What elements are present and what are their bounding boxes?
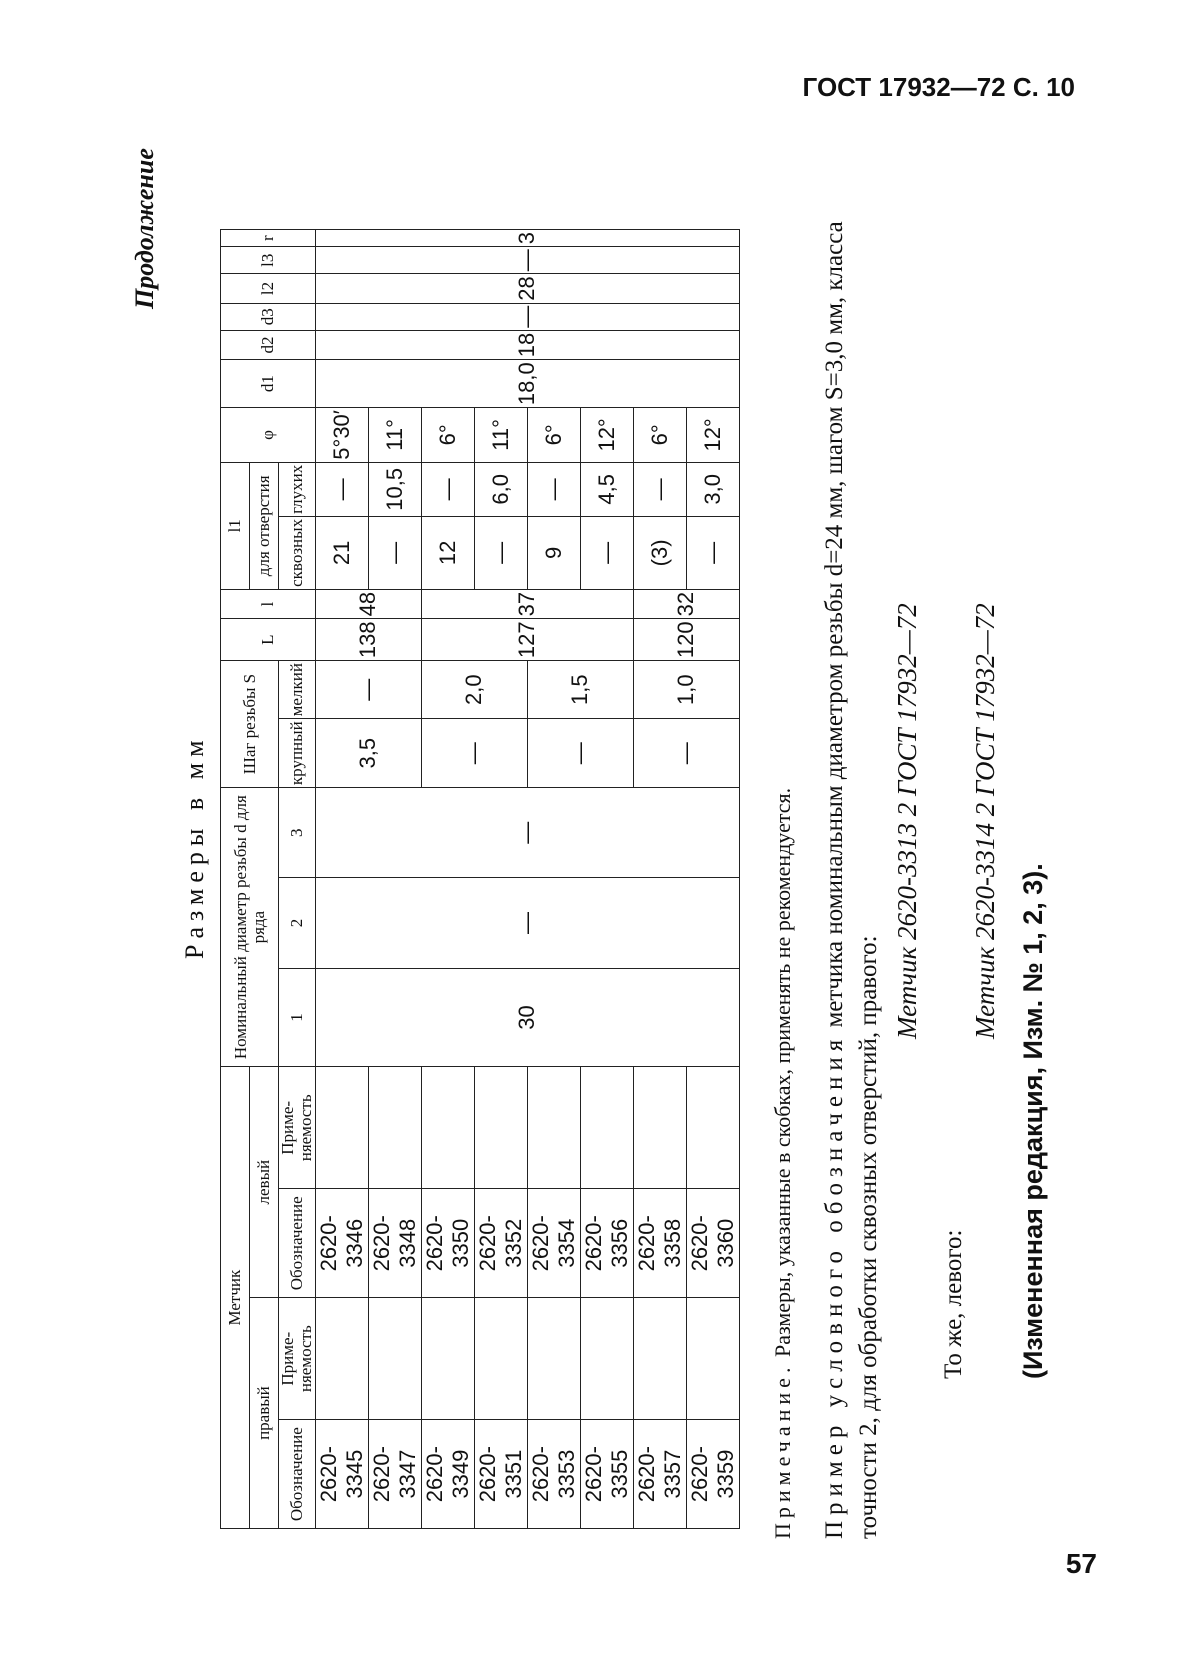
cell-coarse: — <box>421 719 527 788</box>
h-designation-right: Обозначение <box>279 1420 316 1529</box>
cell-left: 2620-3354 <box>527 1189 580 1298</box>
cell-L: 120 <box>633 619 739 661</box>
example-text: метчика номинальным диаметром резьбы d=24 мм, шагом S=3,0 мм, класса точности 2, для обработки сквозных отверстий, правого: <box>821 221 882 1539</box>
cell-phi: 6° <box>633 408 686 463</box>
cell-app-left <box>474 1067 527 1189</box>
h-designation-left: Обозначение <box>279 1189 316 1298</box>
cell-fine: 1,5 <box>527 661 633 719</box>
cell-coarse: — <box>527 719 633 788</box>
cell-app-right <box>421 1298 474 1420</box>
h-blind: глухих <box>279 462 316 516</box>
cell-blind: 4,5 <box>580 462 633 516</box>
cell-right: 2620-3349 <box>421 1420 474 1529</box>
cell-through: (3) <box>633 516 686 589</box>
cell-coarse: — <box>633 719 739 788</box>
h-left: левый <box>250 1067 279 1298</box>
cell-through: — <box>686 516 739 589</box>
cell-app-right <box>474 1298 527 1420</box>
page-number: 57 <box>1065 1548 1097 1579</box>
note-text: Размеры, указанные в скобках, применять не рекомендуется. <box>770 787 795 1358</box>
page-header: ГОСТ 17932—72 С. 10 <box>802 72 1075 102</box>
h-l2: l2 <box>221 274 316 303</box>
cell-fine: — <box>315 661 421 719</box>
cell-fine: 2,0 <box>421 661 527 719</box>
cell-app-left <box>421 1067 474 1189</box>
cell-left: 2620-3356 <box>580 1189 633 1298</box>
cell-app-right <box>315 1298 368 1420</box>
cell-l: 32 <box>633 589 739 618</box>
cell-left: 2620-3348 <box>368 1189 421 1298</box>
cell-app-left <box>315 1067 368 1189</box>
cell-d-row2: — <box>315 878 739 968</box>
h-metchik: Метчик <box>221 1067 250 1529</box>
h-through: сквозных <box>279 516 316 589</box>
cell-l3: — <box>315 247 739 274</box>
dimensions-table <box>220 229 740 1529</box>
h-coarse: крупный <box>279 719 316 788</box>
cell-app-right <box>527 1298 580 1420</box>
cell-phi: 12° <box>686 408 739 463</box>
cell-left: 2620-3358 <box>633 1189 686 1298</box>
h-fine: мелкий <box>279 661 316 719</box>
cell-L: 138 <box>315 619 421 661</box>
h-l1: l1 <box>221 462 250 589</box>
cell-app-left <box>686 1067 739 1189</box>
table-row <box>315 230 368 1529</box>
h-l1-sub: для отверстия <box>250 462 279 589</box>
cell-blind: — <box>315 462 368 516</box>
cell-left: 2620-3346 <box>315 1189 368 1298</box>
table-note <box>770 239 796 1539</box>
cell-right: 2620-3357 <box>633 1420 686 1529</box>
table-caption: Размеры в мм <box>180 734 209 959</box>
cell-app-right <box>368 1298 421 1420</box>
cell-app-left <box>527 1067 580 1189</box>
cell-l: 37 <box>421 589 633 618</box>
h-nominal: Номинальный диаметр резьбы d для ряда <box>221 788 279 1067</box>
cell-blind: 6,0 <box>474 462 527 516</box>
cell-phi: 6° <box>421 408 474 463</box>
cell-right: 2620-3353 <box>527 1420 580 1529</box>
cell-app-left <box>633 1067 686 1189</box>
h-applicability-right: Приме- няемость <box>279 1298 316 1420</box>
cell-l2: 28 <box>315 274 739 303</box>
cell-right: 2620-3347 <box>368 1420 421 1529</box>
cell-r: 3 <box>315 230 739 247</box>
same-left-label: То же, левого: <box>940 1229 967 1379</box>
h-r: r <box>221 230 316 247</box>
cell-blind: — <box>527 462 580 516</box>
cell-phi: 5°30′ <box>315 408 368 463</box>
cell-d1: 18,0 <box>315 360 739 408</box>
h-l: l <box>221 589 316 618</box>
cell-blind: — <box>421 462 474 516</box>
cell-right: 2620-3359 <box>686 1420 739 1529</box>
cell-right: 2620-3355 <box>580 1420 633 1529</box>
changed-edition: (Измененная редакция, Изм. № 1, 2, 3). <box>1018 863 1048 1379</box>
cell-through: 12 <box>421 516 474 589</box>
cell-left: 2620-3352 <box>474 1189 527 1298</box>
cell-fine: 1,0 <box>633 661 739 719</box>
example-paragraph <box>818 139 886 1539</box>
cell-through: 21 <box>315 516 368 589</box>
cell-d-row1: 30 <box>315 968 739 1067</box>
example-label: Пример условного обозначения <box>821 1033 848 1539</box>
designation-left: Метчик 2620-3314 2 ГОСТ 17932—72 <box>970 603 1000 1039</box>
cell-blind: — <box>633 462 686 516</box>
cell-through: 9 <box>527 516 580 589</box>
h-pitch: Шаг резьбы S <box>221 661 279 788</box>
cell-through: — <box>368 516 421 589</box>
h-row3: 3 <box>279 788 316 878</box>
h-d1: d1 <box>221 360 316 408</box>
cell-blind: 10,5 <box>368 462 421 516</box>
cell-through: — <box>474 516 527 589</box>
cell-right: 2620-3351 <box>474 1420 527 1529</box>
cell-left: 2620-3360 <box>686 1189 739 1298</box>
cell-L: 127 <box>421 619 633 661</box>
h-right: правый <box>250 1298 279 1529</box>
cell-phi: 12° <box>580 408 633 463</box>
h-L: L <box>221 619 316 661</box>
cell-coarse: 3,5 <box>315 719 421 788</box>
h-applicability-left: Приме- няемость <box>279 1067 316 1189</box>
cell-left: 2620-3350 <box>421 1189 474 1298</box>
cell-app-right <box>686 1298 739 1420</box>
h-d2: d2 <box>221 330 316 359</box>
cell-through: — <box>580 516 633 589</box>
cell-app-left <box>580 1067 633 1189</box>
note-label: Примечание. <box>770 1362 795 1539</box>
cell-right: 2620-3345 <box>315 1420 368 1529</box>
h-row1: 1 <box>279 968 316 1067</box>
h-row2: 2 <box>279 878 316 968</box>
h-l3: l3 <box>221 247 316 274</box>
cell-phi: 11° <box>474 408 527 463</box>
cell-phi: 11° <box>368 408 421 463</box>
cell-blind: 3,0 <box>686 462 739 516</box>
cell-app-left <box>368 1067 421 1189</box>
continuation-label: Продолжение <box>130 148 159 309</box>
cell-l: 48 <box>315 589 421 618</box>
h-phi: φ <box>221 408 316 463</box>
cell-d3: — <box>315 303 739 330</box>
cell-app-right <box>580 1298 633 1420</box>
cell-d-row3: — <box>315 788 739 878</box>
cell-app-right <box>633 1298 686 1420</box>
cell-d2: 18 <box>315 330 739 359</box>
designation-right: Метчик 2620-3313 2 ГОСТ 17932—72 <box>892 603 922 1039</box>
h-d3: d3 <box>221 303 316 330</box>
cell-phi: 6° <box>527 408 580 463</box>
